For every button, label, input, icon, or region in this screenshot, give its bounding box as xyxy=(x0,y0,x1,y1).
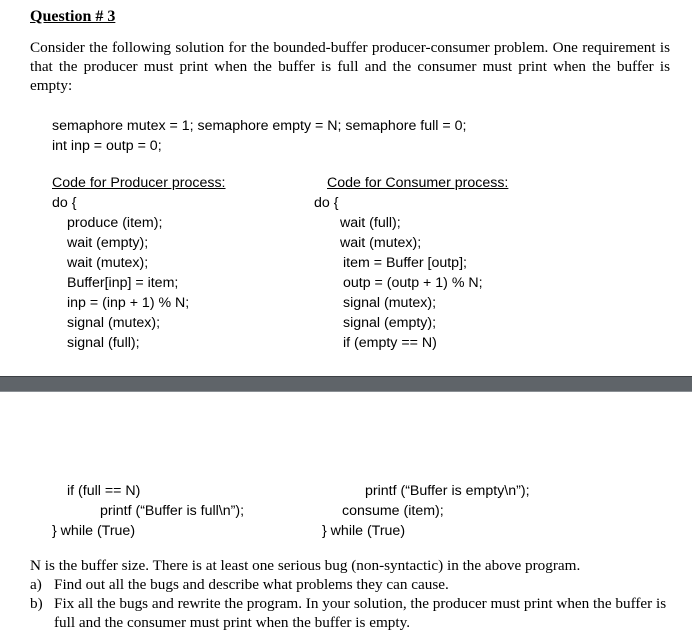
global-declarations xyxy=(52,116,466,156)
consumer-line: if (empty == N) xyxy=(343,335,437,351)
consumer-line: signal (empty); xyxy=(343,315,437,331)
consumer-code xyxy=(314,173,508,353)
consumer-print-line: printf (“Buffer is empty\n”); xyxy=(365,483,530,499)
producer-line: wait (empty); xyxy=(67,235,149,251)
consumer-do-close: } while (True) xyxy=(322,523,406,539)
producer-code-continued xyxy=(52,481,244,541)
question-footer xyxy=(30,556,680,632)
consumer-line: outp = (outp + 1) % N; xyxy=(343,275,483,291)
task-text: Find out all the bugs and describe what problems they can cause. xyxy=(54,576,449,593)
consumer-line: wait (mutex); xyxy=(340,235,422,251)
producer-body xyxy=(52,213,226,353)
producer-line: Buffer[inp] = item; xyxy=(67,275,179,291)
consumer-heading: Code for Consumer process: xyxy=(327,175,509,191)
consumer-code-continued xyxy=(322,481,530,541)
consumer-body xyxy=(314,213,508,353)
consumer-line: item = Buffer [outp]; xyxy=(343,255,467,271)
producer-line: wait (mutex); xyxy=(67,255,149,271)
consumer-consume-line: consume (item); xyxy=(342,503,444,519)
consumer-do-open: do { xyxy=(314,195,339,211)
task-item xyxy=(30,594,680,632)
producer-do-close: } while (True) xyxy=(52,523,136,539)
producer-do-open: do { xyxy=(52,195,77,211)
global-line: int inp = outp = 0; xyxy=(52,138,162,154)
task-label: b) xyxy=(30,595,43,612)
question-intro: Consider the following solution for the bounded-buffer producer-consumer problem. One requirement is that the producer must print when the buffer is full and the consumer must print when the buffer is empty: xyxy=(30,39,670,94)
producer-line: produce (item); xyxy=(67,215,163,231)
consumer-line: wait (full); xyxy=(340,215,401,231)
producer-line: inp = (inp + 1) % N; xyxy=(67,295,190,311)
producer-line: signal (full); xyxy=(67,335,140,351)
producer-if-line: if (full == N) xyxy=(67,483,141,499)
page-break-divider xyxy=(0,376,692,392)
task-item xyxy=(30,575,680,594)
consumer-line: signal (mutex); xyxy=(343,295,437,311)
task-text: Fix all the bugs and rewrite the program. In your solution, the producer must print when the buffer is full and the consumer must print when the buffer is empty. xyxy=(54,595,667,631)
task-label: a) xyxy=(30,576,42,593)
question-title: Question # 3 xyxy=(30,8,116,25)
footer-note: N is the buffer size. There is at least one serious bug (non-syntactic) in the above program. xyxy=(30,557,581,574)
producer-line: signal (mutex); xyxy=(67,315,161,331)
producer-code xyxy=(52,173,226,353)
producer-print-line: printf (“Buffer is full\n”); xyxy=(100,503,245,519)
global-line: semaphore mutex = 1; semaphore empty = N; semaphore full = 0; xyxy=(52,118,467,134)
producer-heading: Code for Producer process: xyxy=(52,175,226,191)
